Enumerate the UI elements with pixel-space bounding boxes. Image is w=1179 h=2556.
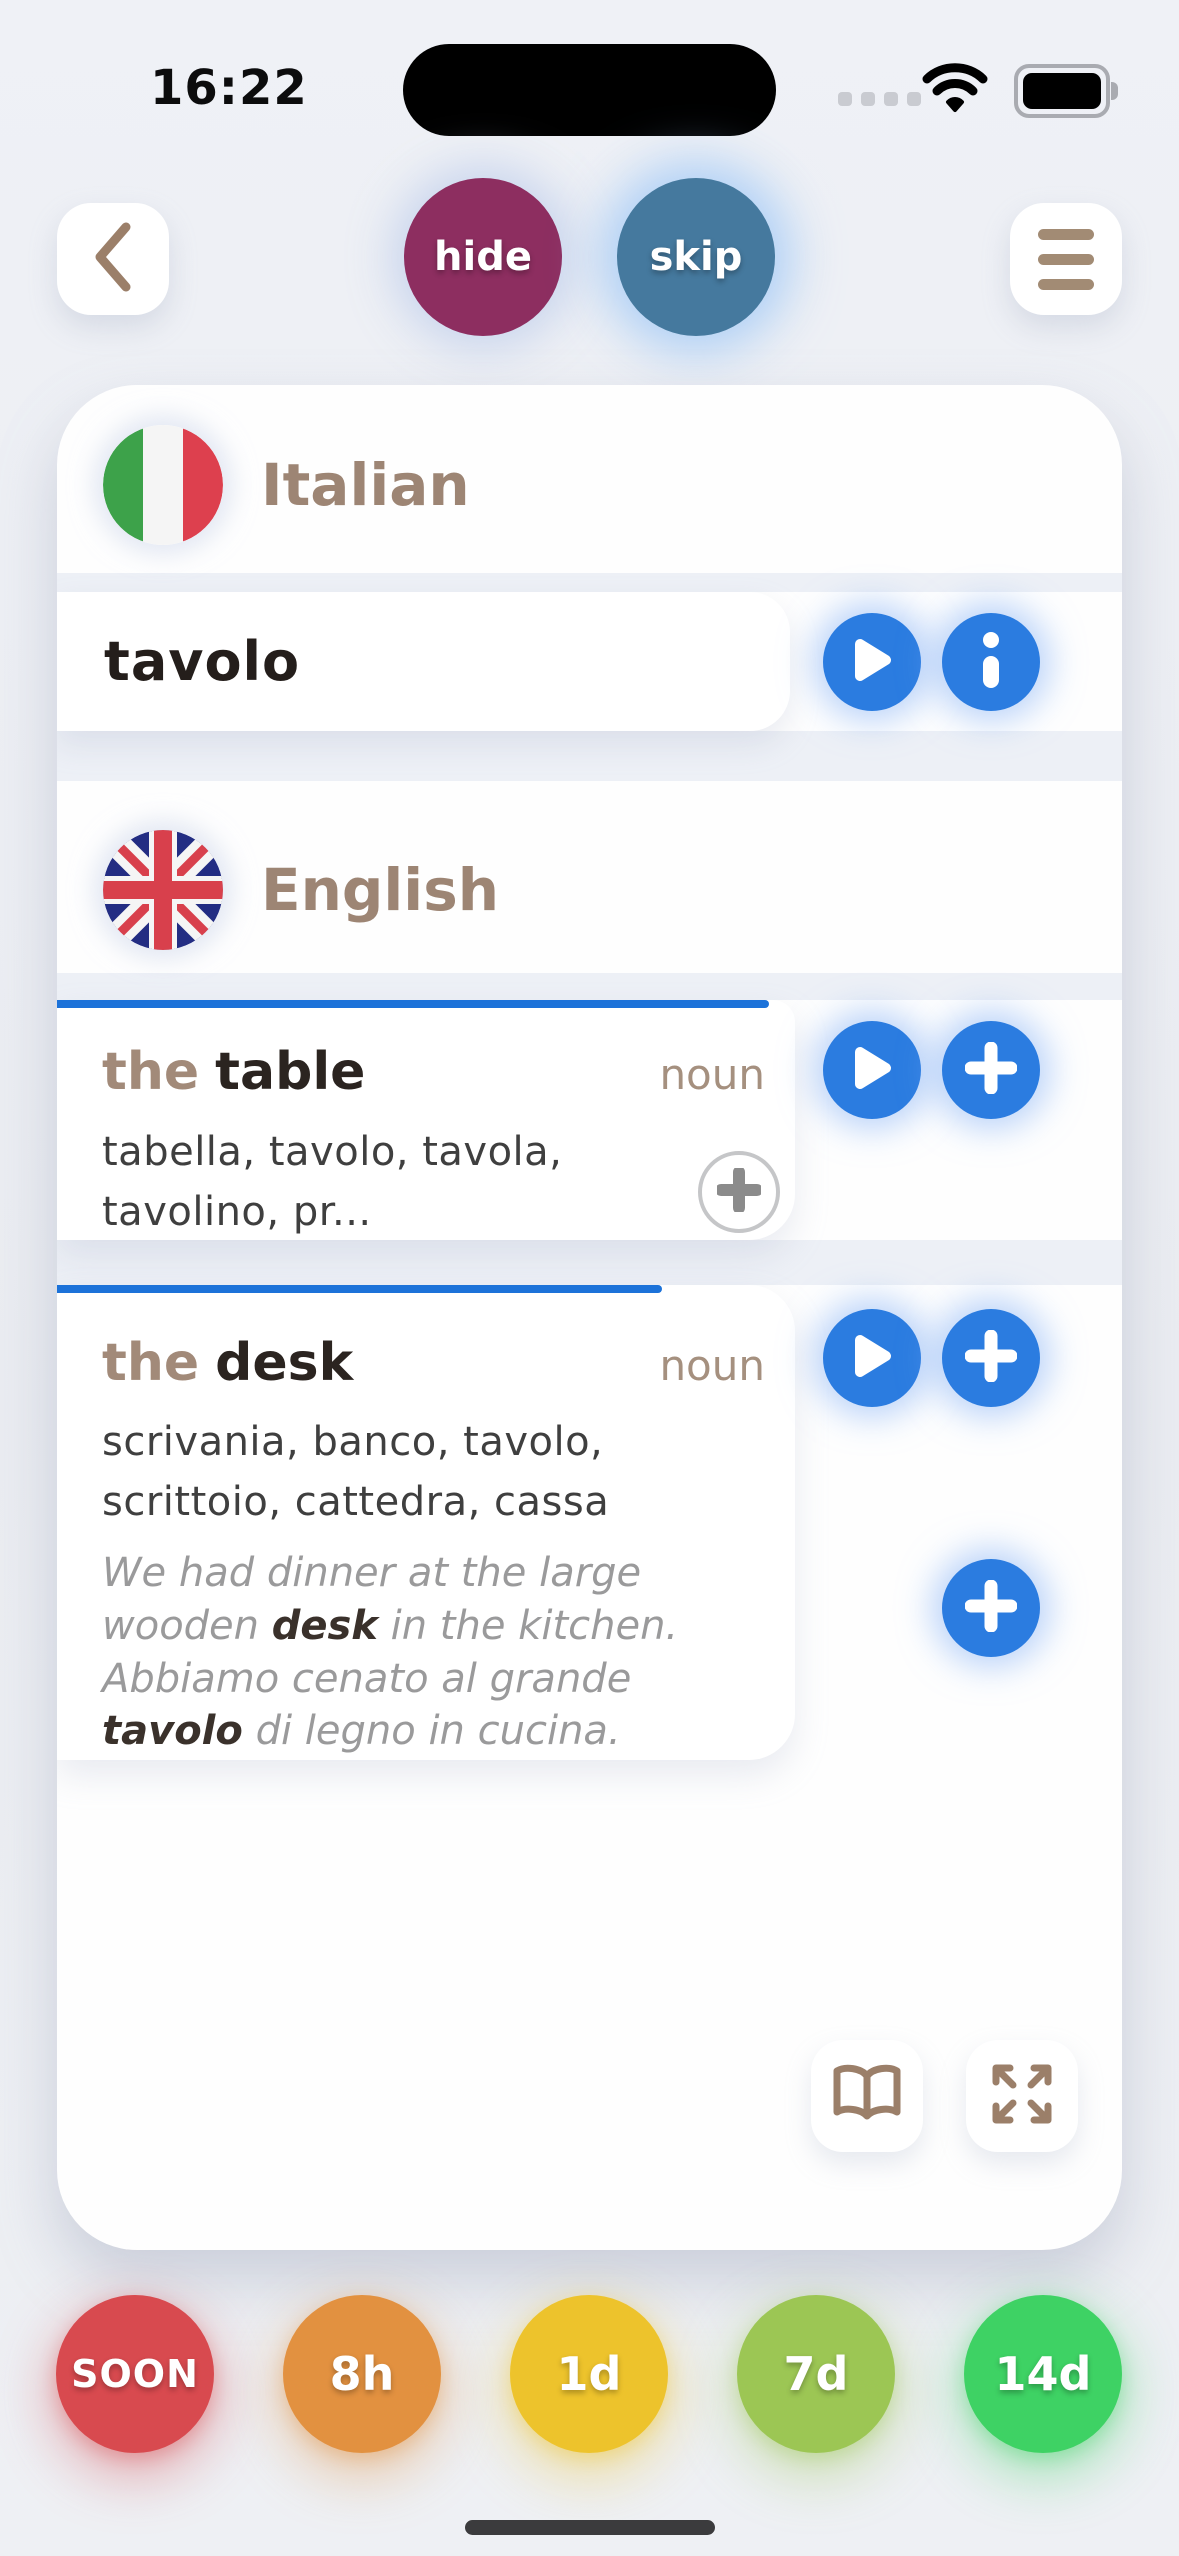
example-it-keyword: tavolo — [102, 1708, 243, 1755]
play-icon — [850, 1332, 894, 1384]
review-button-14d[interactable] — [964, 2295, 1122, 2453]
synonyms-text: scrivania, banco, tavolo, scrittoio, cattedra, cassa — [102, 1419, 610, 1525]
example-it-text: Abbiamo cenato al grande — [102, 1655, 632, 1702]
review-button-label: 7d — [783, 2347, 849, 2401]
source-language-header — [57, 425, 1122, 545]
menu-button[interactable] — [1010, 203, 1122, 315]
play-audio-button-desk[interactable] — [823, 1309, 921, 1407]
info-icon — [981, 632, 1001, 692]
card-accent-bar — [57, 1000, 769, 1008]
add-translation-button-desk[interactable] — [942, 1309, 1040, 1407]
source-word-value: tavolo — [104, 630, 301, 693]
flashcard — [57, 385, 1122, 2250]
example-it-text-end: di legno in cucina. — [242, 1708, 621, 1755]
italian-flag-icon — [103, 425, 223, 545]
translation-title — [102, 1333, 765, 1393]
plus-icon — [717, 1168, 761, 1216]
article-label: the — [102, 1333, 200, 1393]
plus-icon — [965, 1580, 1017, 1636]
play-icon — [850, 1044, 894, 1096]
chevron-left-icon — [90, 219, 136, 299]
part-of-speech-badge: noun — [659, 1341, 765, 1390]
target-language-header — [57, 830, 1122, 950]
play-audio-button-table[interactable] — [823, 1021, 921, 1119]
dictionary-button[interactable] — [811, 2040, 923, 2152]
target-language-label: English — [261, 856, 500, 924]
uk-flag-icon — [103, 830, 223, 950]
example-en-keyword: desk — [271, 1602, 378, 1649]
add-example-button[interactable] — [942, 1559, 1040, 1657]
skip-button[interactable] — [617, 178, 775, 336]
fullscreen-button[interactable] — [966, 2040, 1078, 2152]
battery-icon — [1014, 64, 1110, 118]
word-label: table — [215, 1042, 366, 1102]
dynamic-island — [403, 44, 776, 136]
plus-icon — [965, 1330, 1017, 1386]
word-label: desk — [215, 1333, 354, 1393]
info-button[interactable] — [942, 613, 1040, 711]
skip-button-label: skip — [649, 234, 743, 280]
play-audio-button-source[interactable] — [823, 613, 921, 711]
cellular-signal-icon — [838, 92, 921, 106]
hamburger-icon — [1038, 229, 1094, 290]
article-label: the — [102, 1042, 200, 1102]
hide-button-label: hide — [434, 234, 532, 280]
review-button-label: 8h — [329, 2347, 395, 2401]
example-en-text-end: in the kitchen. — [377, 1602, 679, 1649]
play-icon — [850, 636, 894, 688]
home-indicator[interactable] — [465, 2520, 715, 2535]
add-translation-button-table[interactable] — [942, 1021, 1040, 1119]
translation-card-table[interactable] — [57, 1000, 795, 1240]
example-sentence — [102, 1547, 762, 1758]
wifi-icon — [922, 62, 988, 118]
card-accent-bar — [57, 1285, 662, 1293]
hide-button[interactable] — [404, 178, 562, 336]
divider — [57, 1240, 1122, 1285]
review-button-soon[interactable] — [56, 2295, 214, 2453]
divider — [57, 973, 1122, 1000]
divider — [57, 573, 1122, 592]
source-language-label: Italian — [261, 451, 470, 519]
review-button-1d[interactable] — [510, 2295, 668, 2453]
review-button-label: 14d — [994, 2347, 1092, 2401]
source-word-field[interactable] — [57, 592, 790, 731]
review-button-7d[interactable] — [737, 2295, 895, 2453]
expand-arrows-icon — [990, 2062, 1054, 2130]
part-of-speech-badge: noun — [659, 1050, 765, 1099]
example-en-text: We had dinner at the large wooden — [102, 1550, 642, 1649]
back-button[interactable] — [57, 203, 169, 315]
synonyms-text: tabella, tavolo, tavola, tavolino, pr... — [102, 1129, 563, 1235]
review-button-8h[interactable] — [283, 2295, 441, 2453]
review-button-label: SOON — [71, 2352, 199, 2396]
plus-icon — [965, 1042, 1017, 1098]
status-time: 16:22 — [150, 60, 308, 116]
review-button-label: 1d — [556, 2347, 622, 2401]
divider — [57, 731, 1122, 781]
more-synonyms-button[interactable] — [698, 1151, 780, 1233]
open-book-icon — [831, 2064, 903, 2128]
translation-card-desk[interactable] — [57, 1285, 795, 1760]
translation-title — [102, 1042, 765, 1102]
